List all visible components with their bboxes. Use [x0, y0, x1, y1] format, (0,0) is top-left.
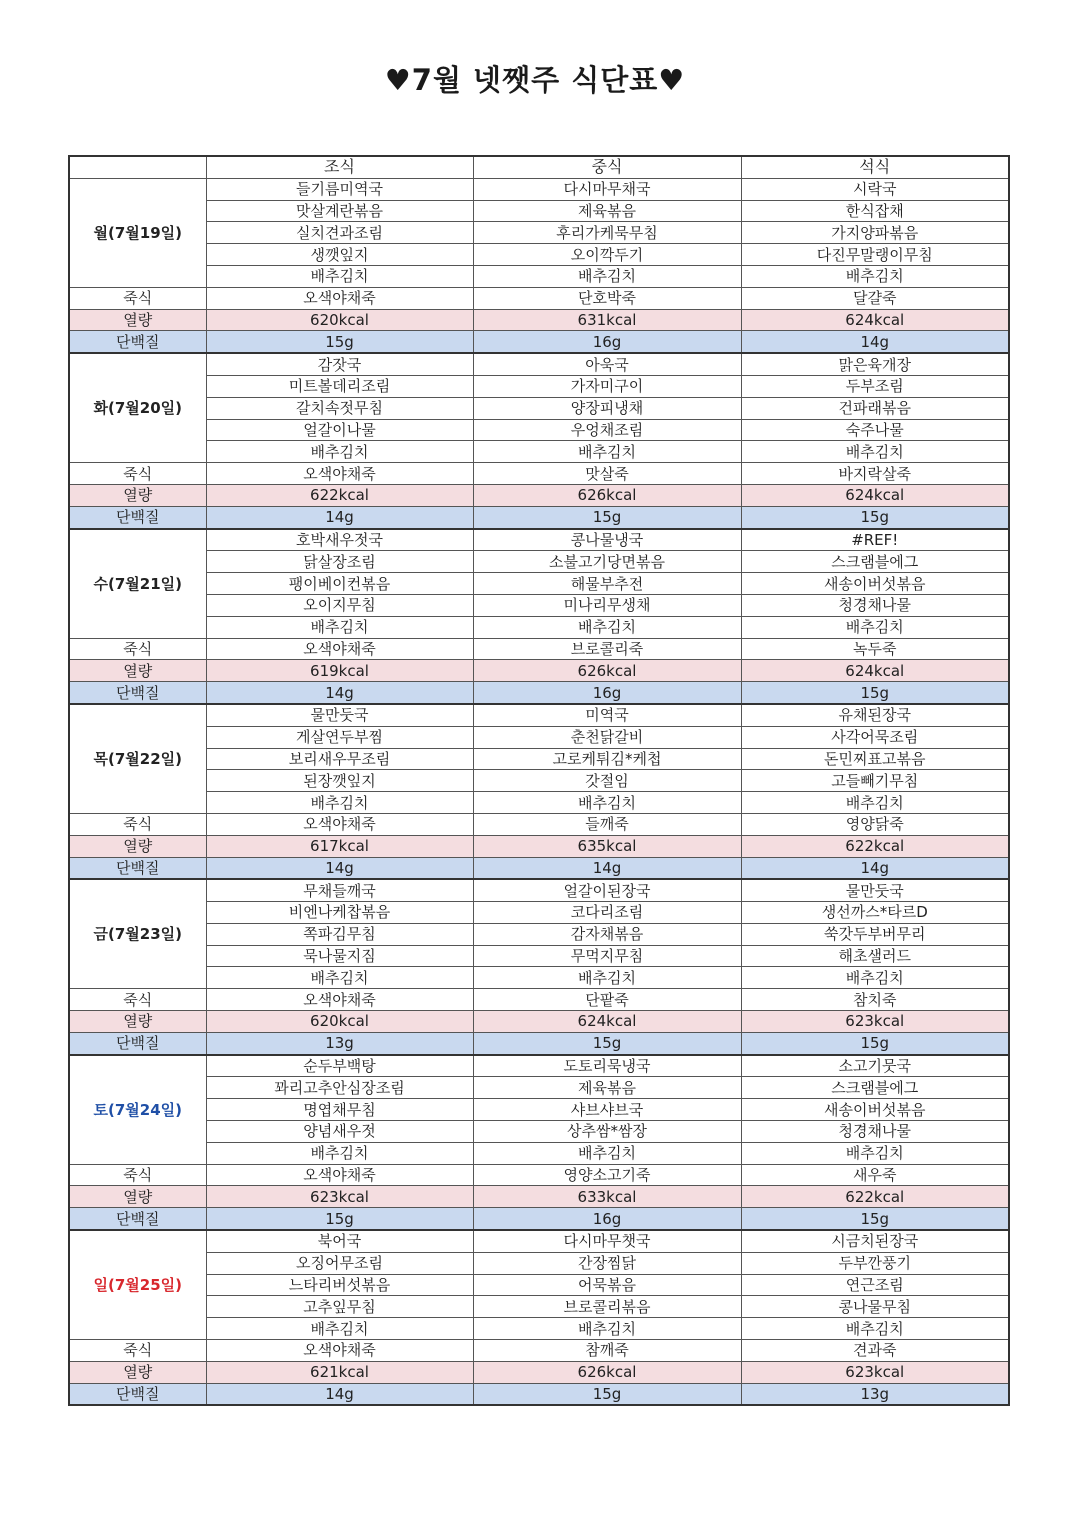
dinner-dish: 배추김치	[741, 967, 1009, 989]
dish-row	[69, 1121, 1009, 1143]
breakfast-porridge: 오색야채죽	[206, 989, 473, 1011]
dinner-dish: 청경채나물	[741, 1121, 1009, 1143]
dinner-protein: 15g	[741, 1208, 1009, 1230]
calorie-row	[69, 484, 1009, 506]
dinner-dish: 새송이버섯볶음	[741, 573, 1009, 595]
calorie-row	[69, 1361, 1009, 1383]
dish-row	[69, 1077, 1009, 1099]
dinner-dish: 콩나물무침	[741, 1296, 1009, 1318]
dinner-calories: 624kcal	[741, 309, 1009, 331]
lunch-dish: 아욱국	[473, 353, 741, 375]
dinner-dish: 두부깐풍기	[741, 1252, 1009, 1274]
lunch-dish: 간장찜닭	[473, 1252, 741, 1274]
breakfast-calories: 620kcal	[206, 1011, 473, 1033]
breakfast-calories: 617kcal	[206, 835, 473, 857]
lunch-dish: 어묵볶음	[473, 1274, 741, 1296]
dish-row	[69, 1099, 1009, 1121]
calories-label: 열량	[69, 1186, 206, 1208]
breakfast-dish: 팽이베이컨볶음	[206, 573, 473, 595]
protein-label: 단백질	[69, 857, 206, 879]
lunch-dish: 후리가케묵무침	[473, 222, 741, 244]
breakfast-dish: 고추잎무침	[206, 1296, 473, 1318]
breakfast-dish: 미트볼데리조림	[206, 375, 473, 397]
lunch-dish: 배추김치	[473, 616, 741, 638]
dinner-dish: 소고기뭇국	[741, 1055, 1009, 1077]
dinner-calories: 624kcal	[741, 484, 1009, 506]
dish-row	[69, 704, 1009, 726]
dish-row	[69, 551, 1009, 573]
dish-row	[69, 1252, 1009, 1274]
lunch-calories: 633kcal	[473, 1186, 741, 1208]
dinner-dish: 다진무말랭이무침	[741, 244, 1009, 266]
breakfast-protein: 13g	[206, 1032, 473, 1054]
dinner-calories: 623kcal	[741, 1011, 1009, 1033]
lunch-protein: 16g	[473, 331, 741, 353]
calories-label: 열량	[69, 484, 206, 506]
breakfast-calories: 620kcal	[206, 309, 473, 331]
lunch-protein: 14g	[473, 857, 741, 879]
lunch-dish: 미나리무생채	[473, 594, 741, 616]
porridge-row	[69, 1164, 1009, 1186]
header-dinner: 석식	[741, 156, 1009, 178]
lunch-protein: 15g	[473, 506, 741, 528]
breakfast-dish: 느타리버섯볶음	[206, 1274, 473, 1296]
breakfast-dish: 물만둣국	[206, 704, 473, 726]
dinner-dish: 청경채나물	[741, 594, 1009, 616]
dinner-dish: 시금치된장국	[741, 1230, 1009, 1252]
calories-label: 열량	[69, 660, 206, 682]
lunch-calories: 626kcal	[473, 1361, 741, 1383]
protein-label: 단백질	[69, 1032, 206, 1054]
lunch-calories: 624kcal	[473, 1011, 741, 1033]
dinner-porridge: 견과죽	[741, 1340, 1009, 1362]
breakfast-dish: 쪽파김무침	[206, 923, 473, 945]
lunch-dish: 제육볶음	[473, 1077, 741, 1099]
calorie-row	[69, 1186, 1009, 1208]
breakfast-dish: 오이지무침	[206, 594, 473, 616]
dish-row	[69, 178, 1009, 200]
dinner-dish: 스크램블에그	[741, 1077, 1009, 1099]
protein-row	[69, 857, 1009, 879]
dish-row	[69, 200, 1009, 222]
breakfast-dish: 감잣국	[206, 353, 473, 375]
breakfast-dish: 배추김치	[206, 792, 473, 814]
dish-row	[69, 375, 1009, 397]
breakfast-protein: 15g	[206, 1208, 473, 1230]
breakfast-protein: 14g	[206, 682, 473, 704]
breakfast-porridge: 오색야채죽	[206, 287, 473, 309]
dinner-dish: 숙주나물	[741, 419, 1009, 441]
dish-row	[69, 441, 1009, 463]
lunch-porridge: 참깨죽	[473, 1340, 741, 1362]
breakfast-protein: 15g	[206, 331, 473, 353]
lunch-dish: 오이깍두기	[473, 244, 741, 266]
lunch-dish: 배추김치	[473, 1318, 741, 1340]
protein-row	[69, 682, 1009, 704]
lunch-dish: 우엉채조림	[473, 419, 741, 441]
dish-row	[69, 265, 1009, 287]
lunch-dish: 양장피냉채	[473, 397, 741, 419]
calories-label: 열량	[69, 309, 206, 331]
lunch-dish: 무먹지무침	[473, 945, 741, 967]
dish-row	[69, 967, 1009, 989]
breakfast-dish: 배추김치	[206, 967, 473, 989]
lunch-dish: 춘천닭갈비	[473, 726, 741, 748]
dinner-dish: 배추김치	[741, 792, 1009, 814]
dinner-protein: 13g	[741, 1383, 1009, 1405]
dinner-calories: 622kcal	[741, 1186, 1009, 1208]
porridge-row	[69, 1340, 1009, 1362]
breakfast-calories: 621kcal	[206, 1361, 473, 1383]
porridge-label: 죽식	[69, 1340, 206, 1362]
dinner-porridge: 녹두죽	[741, 638, 1009, 660]
lunch-protein: 15g	[473, 1383, 741, 1405]
dish-row	[69, 902, 1009, 924]
dinner-dish: 두부조림	[741, 375, 1009, 397]
lunch-dish: 미역국	[473, 704, 741, 726]
protein-label: 단백질	[69, 1383, 206, 1405]
day-label: 월(7월19일)	[69, 178, 206, 287]
porridge-label: 죽식	[69, 287, 206, 309]
dinner-dish: 배추김치	[741, 265, 1009, 287]
weekly-menu-table	[68, 155, 1010, 1406]
breakfast-calories: 622kcal	[206, 484, 473, 506]
breakfast-dish: 닭살장조림	[206, 551, 473, 573]
dinner-porridge: 바지락살죽	[741, 463, 1009, 485]
porridge-label: 죽식	[69, 1164, 206, 1186]
dish-row	[69, 1055, 1009, 1077]
day-label: 금(7월23일)	[69, 879, 206, 988]
protein-row	[69, 1208, 1009, 1230]
protein-row	[69, 506, 1009, 528]
dinner-dish: 새송이버섯볶음	[741, 1099, 1009, 1121]
dinner-porridge: 참치죽	[741, 989, 1009, 1011]
breakfast-protein: 14g	[206, 857, 473, 879]
page-title: ♥7월 넷쨋주 식단표♥	[384, 63, 686, 97]
breakfast-calories: 623kcal	[206, 1186, 473, 1208]
dinner-porridge: 달걀죽	[741, 287, 1009, 309]
lunch-dish: 갓절임	[473, 770, 741, 792]
dish-row	[69, 726, 1009, 748]
dinner-dish: 한식잡채	[741, 200, 1009, 222]
dinner-protein: 15g	[741, 682, 1009, 704]
lunch-calories: 635kcal	[473, 835, 741, 857]
breakfast-dish: 순두부백탕	[206, 1055, 473, 1077]
calorie-row	[69, 309, 1009, 331]
calories-label: 열량	[69, 835, 206, 857]
breakfast-calories: 619kcal	[206, 660, 473, 682]
day-label: 수(7월21일)	[69, 529, 206, 638]
dinner-dish: 시락국	[741, 178, 1009, 200]
breakfast-dish: 비엔나케찹볶음	[206, 902, 473, 924]
dinner-dish: 연근조림	[741, 1274, 1009, 1296]
dish-row	[69, 616, 1009, 638]
day-label: 화(7월20일)	[69, 353, 206, 462]
lunch-dish: 다시마무채국	[473, 178, 741, 200]
protein-label: 단백질	[69, 1208, 206, 1230]
porridge-row	[69, 287, 1009, 309]
dinner-dish: 맑은육개장	[741, 353, 1009, 375]
dish-row	[69, 397, 1009, 419]
lunch-dish: 배추김치	[473, 265, 741, 287]
breakfast-dish: 갈치속젓무침	[206, 397, 473, 419]
lunch-porridge: 영양소고기죽	[473, 1164, 741, 1186]
dinner-protein: 15g	[741, 506, 1009, 528]
lunch-calories: 626kcal	[473, 660, 741, 682]
dish-row	[69, 419, 1009, 441]
lunch-dish: 고로케튀김*케첩	[473, 748, 741, 770]
calorie-row	[69, 660, 1009, 682]
porridge-label: 죽식	[69, 813, 206, 835]
dinner-porridge: 새우죽	[741, 1164, 1009, 1186]
lunch-porridge: 단호박죽	[473, 287, 741, 309]
header-row	[69, 156, 1009, 178]
dinner-dish: 배추김치	[741, 1318, 1009, 1340]
lunch-dish: 배추김치	[473, 441, 741, 463]
lunch-dish: 도토리묵냉국	[473, 1055, 741, 1077]
lunch-dish: 배추김치	[473, 792, 741, 814]
dish-row	[69, 353, 1009, 375]
dish-row	[69, 748, 1009, 770]
porridge-row	[69, 463, 1009, 485]
lunch-dish: 코다리조림	[473, 902, 741, 924]
protein-row	[69, 1032, 1009, 1054]
dinner-dish: 생선까스*타르D	[741, 902, 1009, 924]
protein-label: 단백질	[69, 506, 206, 528]
day-label: 토(7월24일)	[69, 1055, 206, 1164]
lunch-dish: 얼갈이된장국	[473, 879, 741, 901]
dish-row	[69, 879, 1009, 901]
header-breakfast: 조식	[206, 156, 473, 178]
breakfast-dish: 보리새우무조림	[206, 748, 473, 770]
lunch-dish: 상추쌈*쌈장	[473, 1121, 741, 1143]
dish-row	[69, 573, 1009, 595]
breakfast-porridge: 오색야채죽	[206, 813, 473, 835]
breakfast-dish: 호박새우젓국	[206, 529, 473, 551]
lunch-protein: 16g	[473, 682, 741, 704]
breakfast-dish: 오징어무조림	[206, 1252, 473, 1274]
dinner-dish: 돈민찌표고볶음	[741, 748, 1009, 770]
dinner-dish: 스크램블에그	[741, 551, 1009, 573]
dinner-dish: 사각어묵조림	[741, 726, 1009, 748]
dinner-calories: 624kcal	[741, 660, 1009, 682]
calories-label: 열량	[69, 1011, 206, 1033]
dish-row	[69, 222, 1009, 244]
dish-row	[69, 923, 1009, 945]
dinner-dish: 쑥갓두부버무리	[741, 923, 1009, 945]
lunch-calories: 631kcal	[473, 309, 741, 331]
lunch-porridge: 들깨죽	[473, 813, 741, 835]
dinner-protein: 14g	[741, 331, 1009, 353]
lunch-porridge: 브로콜리죽	[473, 638, 741, 660]
breakfast-dish: 된장깻잎지	[206, 770, 473, 792]
breakfast-dish: 묵나물지짐	[206, 945, 473, 967]
breakfast-dish: 배추김치	[206, 1142, 473, 1164]
dish-row	[69, 1296, 1009, 1318]
dinner-dish: 해초샐러드	[741, 945, 1009, 967]
lunch-porridge: 맛살죽	[473, 463, 741, 485]
dish-row	[69, 594, 1009, 616]
lunch-protein: 15g	[473, 1032, 741, 1054]
lunch-calories: 626kcal	[473, 484, 741, 506]
breakfast-dish: 생깻잎지	[206, 244, 473, 266]
protein-row	[69, 1383, 1009, 1405]
lunch-dish: 콩나물냉국	[473, 529, 741, 551]
breakfast-dish: 얼갈이나물	[206, 419, 473, 441]
breakfast-porridge: 오색야채죽	[206, 1340, 473, 1362]
breakfast-porridge: 오색야채죽	[206, 463, 473, 485]
dinner-protein: 14g	[741, 857, 1009, 879]
breakfast-dish: 무채들깨국	[206, 879, 473, 901]
dinner-dish: 배추김치	[741, 441, 1009, 463]
breakfast-dish: 배추김치	[206, 1318, 473, 1340]
dish-row	[69, 529, 1009, 551]
breakfast-protein: 14g	[206, 506, 473, 528]
dinner-dish: 배추김치	[741, 616, 1009, 638]
breakfast-dish: 맛살계란볶음	[206, 200, 473, 222]
header-lunch: 중식	[473, 156, 741, 178]
dinner-dish: #REF!	[741, 529, 1009, 551]
day-label: 목(7월22일)	[69, 704, 206, 813]
breakfast-dish: 명엽채무침	[206, 1099, 473, 1121]
dinner-dish: 고들빼기무침	[741, 770, 1009, 792]
lunch-dish: 브로콜리볶음	[473, 1296, 741, 1318]
day-label: 일(7월25일)	[69, 1230, 206, 1339]
calorie-row	[69, 1011, 1009, 1033]
dish-row	[69, 1274, 1009, 1296]
breakfast-dish: 꽈리고추안심장조림	[206, 1077, 473, 1099]
breakfast-porridge: 오색야채죽	[206, 638, 473, 660]
dish-row	[69, 1230, 1009, 1252]
lunch-dish: 소불고기당면볶음	[473, 551, 741, 573]
lunch-dish: 배추김치	[473, 967, 741, 989]
lunch-dish: 감자채볶음	[473, 923, 741, 945]
porridge-row	[69, 638, 1009, 660]
breakfast-dish: 배추김치	[206, 616, 473, 638]
dinner-porridge: 영양닭죽	[741, 813, 1009, 835]
breakfast-dish: 양념새우젓	[206, 1121, 473, 1143]
dish-row	[69, 770, 1009, 792]
lunch-porridge: 단팥죽	[473, 989, 741, 1011]
breakfast-dish: 실치견과조림	[206, 222, 473, 244]
lunch-dish: 가자미구이	[473, 375, 741, 397]
calorie-row	[69, 835, 1009, 857]
dinner-dish: 건파래볶음	[741, 397, 1009, 419]
breakfast-protein: 14g	[206, 1383, 473, 1405]
header-blank	[69, 156, 206, 178]
protein-label: 단백질	[69, 331, 206, 353]
dish-row	[69, 1318, 1009, 1340]
lunch-dish: 샤브샤브국	[473, 1099, 741, 1121]
dinner-dish: 유채된장국	[741, 704, 1009, 726]
dinner-dish: 가지양파볶음	[741, 222, 1009, 244]
dish-row	[69, 792, 1009, 814]
dinner-calories: 622kcal	[741, 835, 1009, 857]
breakfast-porridge: 오색야채죽	[206, 1164, 473, 1186]
porridge-row	[69, 989, 1009, 1011]
dinner-dish: 물만둣국	[741, 879, 1009, 901]
dish-row	[69, 945, 1009, 967]
lunch-dish: 해물부추전	[473, 573, 741, 595]
breakfast-dish: 들기름미역국	[206, 178, 473, 200]
breakfast-dish: 게살연두부찜	[206, 726, 473, 748]
lunch-protein: 16g	[473, 1208, 741, 1230]
dish-row	[69, 1142, 1009, 1164]
dish-row	[69, 244, 1009, 266]
dinner-protein: 15g	[741, 1032, 1009, 1054]
breakfast-dish: 배추김치	[206, 265, 473, 287]
porridge-label: 죽식	[69, 463, 206, 485]
breakfast-dish: 북어국	[206, 1230, 473, 1252]
breakfast-dish: 배추김치	[206, 441, 473, 463]
protein-row	[69, 331, 1009, 353]
porridge-label: 죽식	[69, 989, 206, 1011]
dinner-dish: 배추김치	[741, 1142, 1009, 1164]
porridge-label: 죽식	[69, 638, 206, 660]
protein-label: 단백질	[69, 682, 206, 704]
lunch-dish: 다시마무챗국	[473, 1230, 741, 1252]
dinner-calories: 623kcal	[741, 1361, 1009, 1383]
porridge-row	[69, 813, 1009, 835]
lunch-dish: 제육볶음	[473, 200, 741, 222]
calories-label: 열량	[69, 1361, 206, 1383]
lunch-dish: 배추김치	[473, 1142, 741, 1164]
menu-body	[69, 178, 1009, 1405]
